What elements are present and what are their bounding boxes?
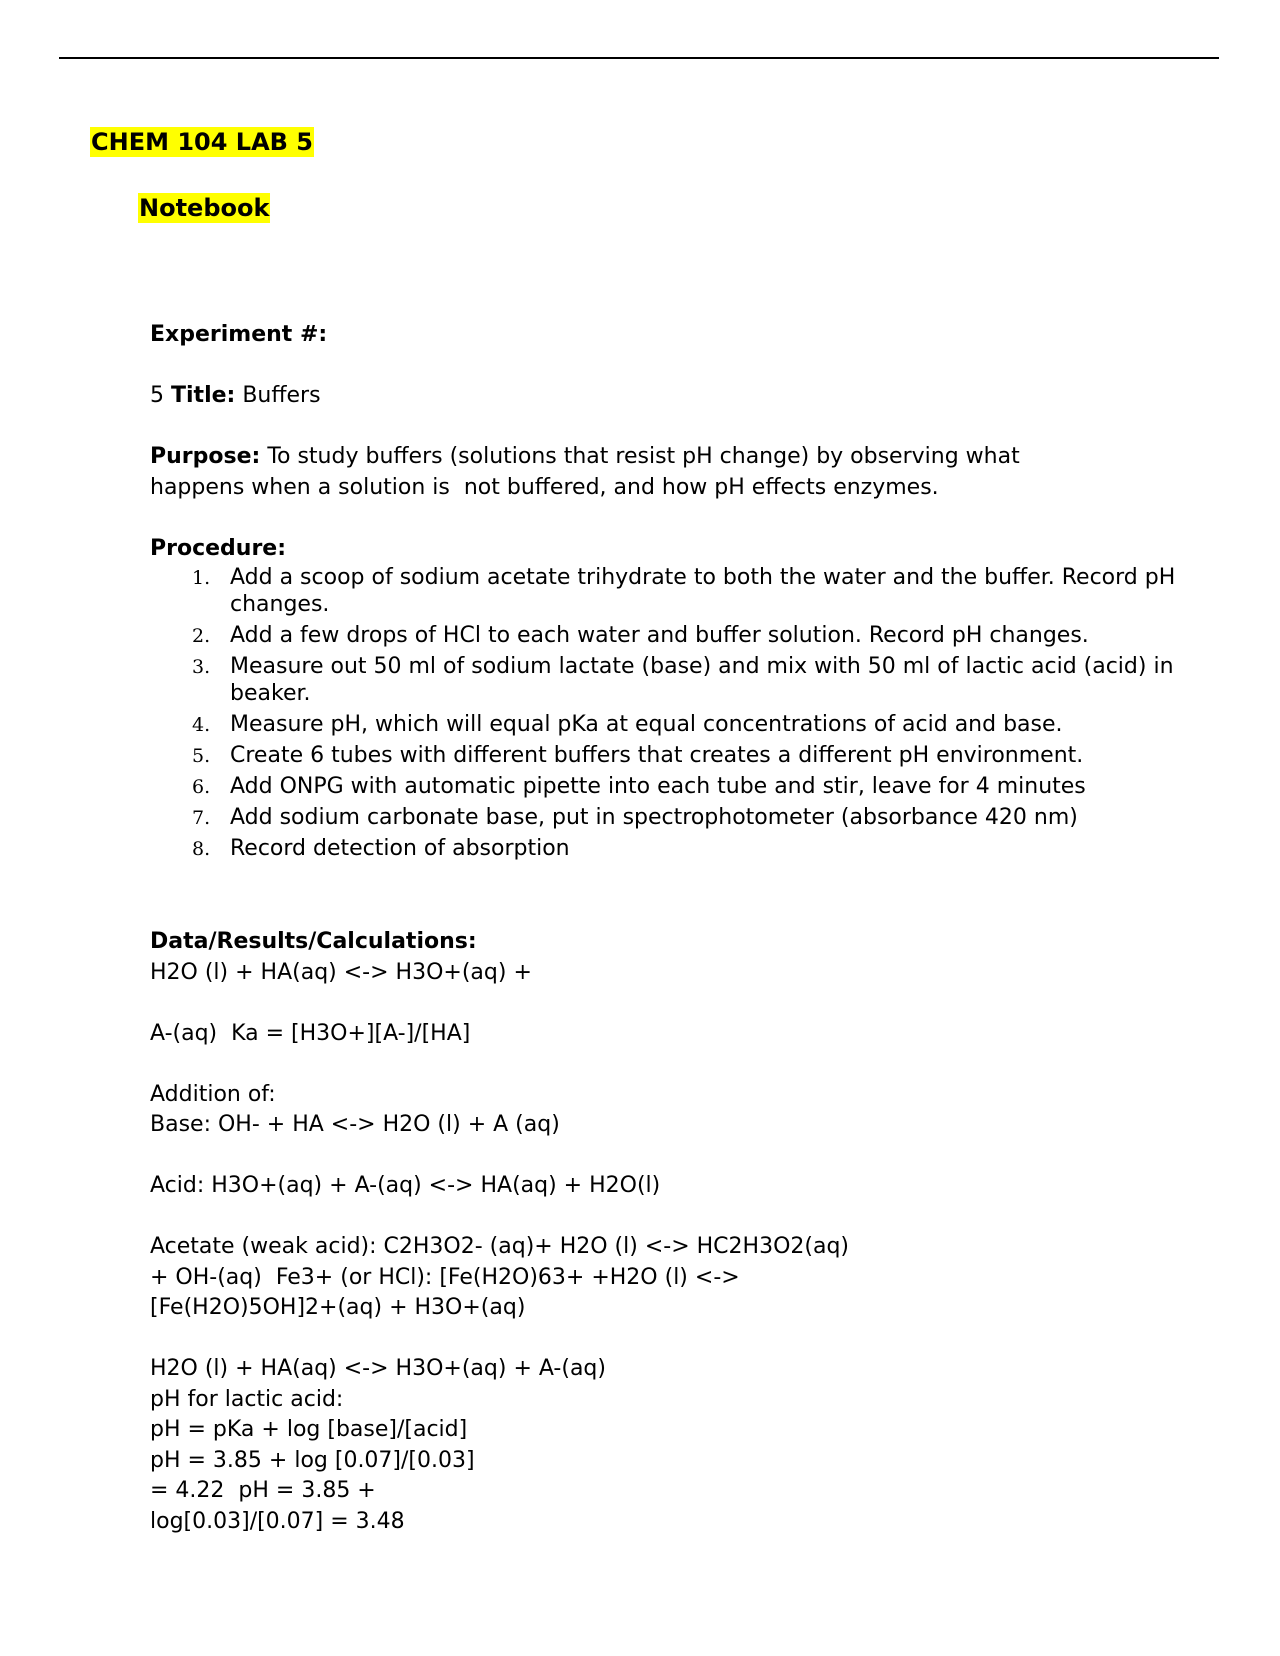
- data-line: log[0.03]/[0.07] = 3.48: [150, 1508, 405, 1534]
- data-line: Base: OH- + HA <-> H2O (l) + A (aq): [150, 1112, 560, 1137]
- procedure-step-number: 5.: [192, 745, 211, 767]
- data-line: = 4.22 pH = 3.85 +: [150, 1478, 376, 1503]
- data-results-label: Data/Results/Calculations:: [150, 929, 477, 954]
- purpose-label: Purpose:: [150, 444, 261, 469]
- procedure-step: [150, 742, 1220, 769]
- notebook-content: [150, 320, 1220, 1537]
- procedure-step-text: Add a scoop of sodium acetate trihydrate to both the water and the buffer. Record pH changes.: [230, 565, 1176, 617]
- document-title: CHEM 104 LAB 5: [91, 128, 313, 156]
- procedure-step-text: Record detection of absorption: [230, 836, 570, 861]
- data-line: Addition of:: [150, 1081, 276, 1107]
- procedure-step: [150, 564, 1220, 618]
- data-line: + OH-(aq) Fe3+ (or HCl): [Fe(H2O)63+ +H2O (l) <->: [150, 1264, 740, 1290]
- title-line: [150, 381, 1220, 412]
- procedure-step: [150, 711, 1220, 738]
- title-label: Title:: [171, 383, 236, 408]
- procedure-step-number: 7.: [192, 807, 211, 829]
- data-line: pH = 3.85 + log [0.07]/[0.03]: [150, 1447, 475, 1473]
- procedure-step: [150, 622, 1220, 649]
- data-line: H2O (l) + HA(aq) <-> H3O+(aq) + A-(aq): [150, 1356, 606, 1381]
- procedure-list: [150, 564, 1220, 862]
- procedure-step: [150, 773, 1220, 800]
- procedure-step-number: 3.: [192, 656, 211, 678]
- procedure-step-text: Measure out 50 ml of sodium lactate (base) and mix with 50 ml of lactic acid (acid) in beaker.: [230, 654, 1174, 706]
- experiment-number: 5: [150, 383, 164, 408]
- purpose-text-1: To study buffers (solutions that resist pH change) by observing what: [267, 444, 1020, 469]
- procedure-step-number: 4.: [192, 714, 211, 736]
- experiment-label: Experiment #:: [150, 322, 328, 347]
- procedure-step-number: 6.: [192, 776, 211, 798]
- top-rule: [59, 57, 1219, 59]
- procedure-step-text: Add ONPG with automatic pipette into each tube and stir, leave for 4 minutes: [230, 774, 1086, 799]
- purpose-line-2: happens when a solution is not buffered, and how pH effects enzymes.: [150, 474, 939, 500]
- procedure-step-text: Create 6 tubes with different buffers that creates a different pH environment.: [230, 743, 1084, 768]
- purpose-line-1: [150, 442, 1220, 473]
- experiment-line: [150, 320, 1220, 351]
- procedure-step-number: 1.: [192, 567, 211, 589]
- procedure-step-number: 2.: [192, 625, 211, 647]
- title-value: Buffers: [242, 383, 321, 408]
- data-line: pH = pKa + log [base]/[acid]: [150, 1417, 468, 1442]
- procedure-step-text: Add a few drops of HCl to each water and buffer solution. Record pH changes.: [230, 623, 1089, 648]
- procedure-step: [150, 835, 1220, 862]
- procedure-label: Procedure:: [150, 535, 287, 561]
- data-line: pH for lactic acid:: [150, 1386, 344, 1412]
- procedure-step-text: Measure pH, which will equal pKa at equal concentrations of acid and base.: [230, 712, 1063, 737]
- data-line: H2O (l) + HA(aq) <-> H3O+(aq) +: [150, 959, 532, 985]
- procedure-step-number: 8.: [192, 838, 211, 860]
- data-line: Acetate (weak acid): C2H3O2- (aq)+ H2O (l) <-> HC2H3O2(aq): [150, 1234, 849, 1259]
- procedure-step-text: Add sodium carbonate base, put in spectrophotometer (absorbance 420 nm): [230, 805, 1078, 830]
- data-line: Acid: H3O+(aq) + A-(aq) <-> HA(aq) + H2O(l): [150, 1173, 661, 1198]
- data-line: [Fe(H2O)5OH]2+(aq) + H3O+(aq): [150, 1295, 526, 1320]
- document-subtitle: Notebook: [139, 194, 270, 222]
- data-line: A-(aq) Ka = [H3O+][A-]/[HA]: [150, 1020, 471, 1046]
- procedure-step: [150, 653, 1220, 707]
- procedure-step: [150, 804, 1220, 831]
